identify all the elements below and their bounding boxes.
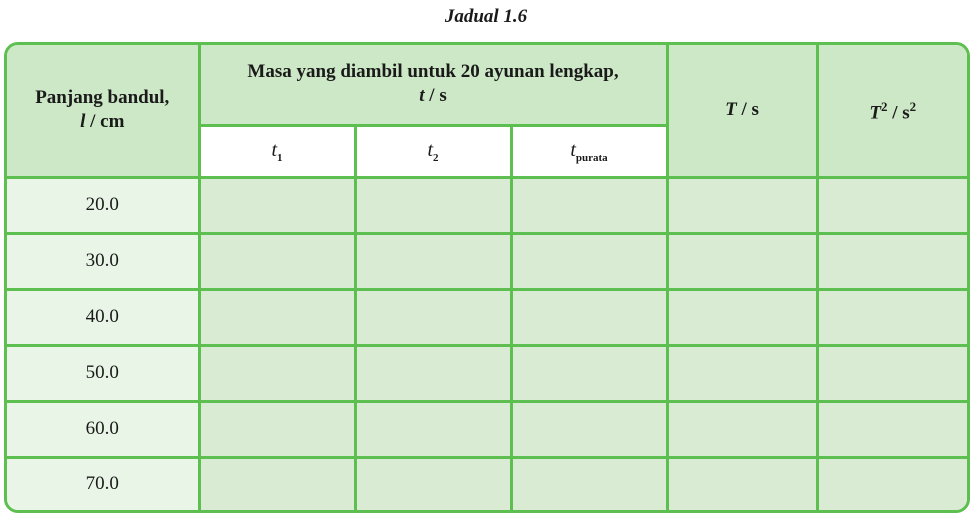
t1-cell <box>199 233 355 289</box>
t2-cell <box>355 457 511 510</box>
t2-cell <box>355 401 511 457</box>
table-row <box>7 177 967 233</box>
period-cell <box>667 457 817 510</box>
period-cell <box>667 345 817 401</box>
t1-cell <box>199 177 355 233</box>
table-row <box>7 289 967 345</box>
data-table <box>4 42 970 513</box>
t1-cell <box>199 289 355 345</box>
period-squared-cell <box>817 457 967 510</box>
header-t-average: $t_{purata}$ <box>511 125 667 177</box>
header-period: T / s <box>667 45 817 177</box>
length-cell: 60.0 <box>7 401 199 457</box>
t1-cell <box>199 345 355 401</box>
t2-cell <box>355 177 511 233</box>
t1-cell <box>199 457 355 510</box>
period-squared-cell <box>817 177 967 233</box>
period-squared-cell <box>817 233 967 289</box>
t-average-cell <box>511 177 667 233</box>
length-cell: 20.0 <box>7 177 199 233</box>
length-cell: 70.0 <box>7 457 199 510</box>
table-row <box>7 457 967 510</box>
t-average-cell <box>511 401 667 457</box>
t-average-cell <box>511 233 667 289</box>
table-row <box>7 401 967 457</box>
length-cell: 30.0 <box>7 233 199 289</box>
t2-cell <box>355 233 511 289</box>
period-cell <box>667 177 817 233</box>
table-caption: Jadual 1.6 <box>444 6 528 27</box>
t-average-cell <box>511 345 667 401</box>
length-cell: 50.0 <box>7 345 199 401</box>
period-squared-cell <box>817 401 967 457</box>
header-period-squared: $T^2 / s^2$ <box>817 45 967 177</box>
table-row <box>7 345 967 401</box>
period-cell <box>667 289 817 345</box>
period-cell <box>667 233 817 289</box>
period-squared-cell <box>817 289 967 345</box>
t1-cell <box>199 401 355 457</box>
length-cell: 40.0 <box>7 289 199 345</box>
header-t2: $t_2$ <box>355 125 511 177</box>
period-squared-cell <box>817 345 967 401</box>
header-pendulum-length: Panjang bandul, l / cm <box>7 45 199 177</box>
table-row <box>7 233 967 289</box>
t2-cell <box>355 345 511 401</box>
t-average-cell <box>511 457 667 510</box>
header-t1: $t_1$ <box>199 125 355 177</box>
header-time-20-oscillations: Masa yang diambil untuk 20 ayunan lengkap, t / s <box>199 45 667 125</box>
t2-cell <box>355 289 511 345</box>
t-average-cell <box>511 289 667 345</box>
period-cell <box>667 401 817 457</box>
